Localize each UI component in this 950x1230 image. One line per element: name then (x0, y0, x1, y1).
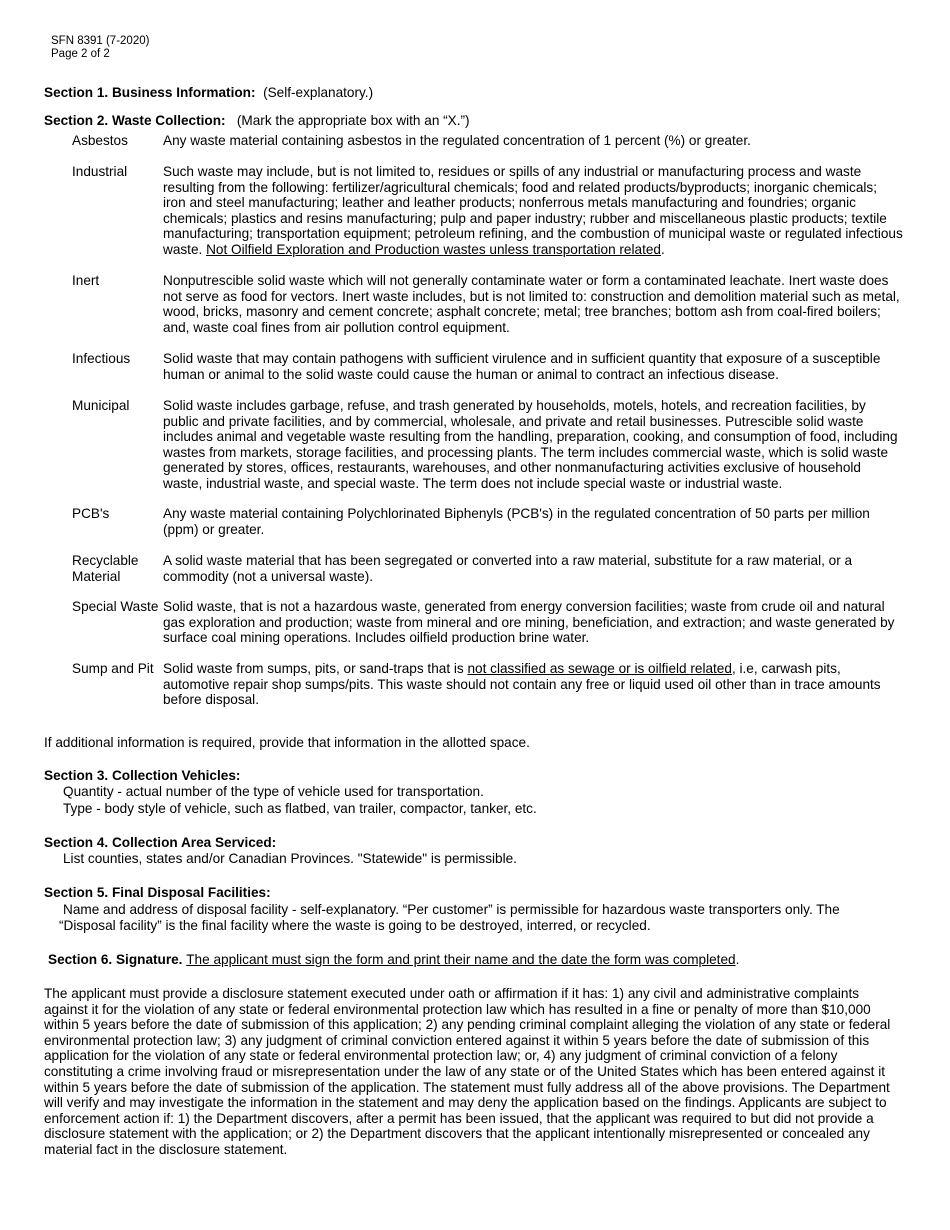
disclosure-statement: The applicant must provide a disclosure statement executed under oath or affirmation if it has: 1) any civil and administrative complaints against it for the violation of any state or federal environmental protection law which has resulted in a fine or penalty of more than $10,000 within 5 years before the date of submission of this application; 2) any pending criminal complaint alleging the violation of any state or federal environmental protection law; 3) any judgment of criminal conviction entered against it within 5 years before the date of submission of this application for the violation of any state or federal environmental protection law; or, 4) any judgment of criminal conviction of a felony constituting a crime involving fraud or misrepresentation under the law of any state or of the United States which has been entered against it within 5 years before the date of submission of the application. The statement must fully address all of the above provisions. The Department will verify and may investigate the information in the statement and may deny the application based on the findings. Applicants are subject to enforcement action if: 1) the Department discovers, after a permit has been issued, that the applicant was required to but did not provide a disclosure statement with the application; or 2) the Department discovers that the applicant intentionally misrepresented or concealed any material fact in the disclosure statement. (44, 986, 891, 1157)
section-5-title: Section 5. Final Disposal Facilities: (44, 885, 271, 900)
waste-definition: Such waste may include, but is not limited to, residues or spills of any industrial or manufacturing process and waste resulting from the following: fertilizer/agricultural chemicals; food and related products/byproducts; inorganic chemicals; iron and steel manufacturing; leather and leather products; nonferrous metals manufacturing and foundries; organic chemicals; plastics and resins manufacturing; pulp and paper industry; rubber and miscellaneous plastic products; textile manufacturing; transportation equipment; petroleum refining, and the combustion of municipal waste or regulated infectious waste. (163, 164, 903, 257)
section-4 (44, 835, 904, 851)
section-3-title: Section 3. Collection Vehicles: (44, 768, 241, 783)
waste-term: Infectious (72, 351, 131, 366)
waste-definition: Solid waste from sumps, pits, or sand-traps that is (163, 661, 468, 676)
waste-definition-end: , i.e, carwash pits, automotive repair shop sumps/pits. This waste should not contain any free or liquid used oil other than in trace amounts before disposal. (163, 661, 881, 708)
waste-definition-end: . (660, 241, 665, 257)
waste-definition-underlined: Not Oilfield Exploration and Production wastes unless transportation related (206, 241, 661, 257)
waste-term: Municipal (72, 398, 130, 413)
waste-definition: A solid waste material that has been segregated or converted into a raw material, substitute for a raw material, or a commodity (not a universal waste). (163, 553, 853, 584)
waste-term: Sump and Pit (72, 661, 154, 676)
form-header (51, 35, 149, 61)
section-3-line-type: Type - body style of vehicle, such as flatbed, van trailer, compactor, tanker, etc. (63, 801, 537, 816)
section-2 (44, 113, 904, 129)
waste-term: PCB's (72, 506, 110, 521)
section-5 (44, 885, 904, 901)
waste-definition: Solid waste, that is not a hazardous waste, generated from energy conversion facilities; waste from crude oil and natural gas exploration and production; waste from mineral and ore mining, beneficiation, and extraction; and waste generated by surface coal mining operations. Includes oilfield production brine water. (163, 599, 895, 646)
section-3-line-quantity: Quantity - actual number of the type of vehicle used for transportation. (63, 784, 484, 799)
waste-term: Recyclable Material (72, 553, 139, 584)
section-6-title: Section 6. Signature. (48, 952, 183, 967)
section-4-line: List counties, states and/or Canadian Provinces. "Statewide" is permissible. (63, 851, 517, 866)
waste-term: Industrial (72, 164, 128, 179)
waste-definition: Any waste material containing asbestos in the regulated concentration of 1 percent (%) or greater. (163, 133, 751, 148)
section-2-note: (Mark the appropriate box with an “X.”) (236, 113, 470, 128)
section-1-title: Section 1. Business Information: (44, 85, 256, 100)
waste-definition: Nonputrescible solid waste which will not generally contaminate water or form a contaminated leachate. Inert waste does not serve as food for vectors. Inert waste includes, but is not limited to: construction and demolition material such as metal, wood, bricks, masonry and cement concrete; asphalt concrete; metal; tree branches; bottom ash from coal-fired boilers; and, waste coal fines from air pollution control equipment. (163, 273, 900, 335)
waste-definition: Solid waste that may contain pathogens with sufficient virulence and in sufficient quantity that exposure of a susceptible human or animal to the solid waste could cause the human or animal to contract an infectious disease. (163, 351, 881, 382)
section-2-title: Section 2. Waste Collection: (44, 113, 226, 128)
section-3 (44, 768, 904, 784)
section-6-end: . (735, 952, 740, 967)
waste-term: Asbestos (72, 133, 128, 148)
waste-definition-underlined: not classified as sewage or is oilfield related (467, 661, 732, 676)
section-2-footer: If additional information is required, provide that information in the allotted space. (44, 735, 530, 750)
section-1-note: (Self-explanatory.) (263, 85, 374, 100)
waste-term: Inert (72, 273, 100, 288)
section-1 (44, 85, 904, 101)
section-6-instruction: The applicant must sign the form and print their name and the date the form was completed (186, 952, 736, 967)
waste-term: Special Waste (72, 599, 159, 614)
section-4-title: Section 4. Collection Area Serviced: (44, 835, 277, 850)
section-6 (48, 952, 908, 968)
section-5-line: Name and address of disposal facility - self-explanatory. “Per customer” is permissible for hazardous waste transporters only. The “Disposal facility” is the final facility where the waste is going to be destroyed, interred, or recycled. (59, 902, 840, 933)
page-number: Page 2 of 2 (51, 48, 110, 60)
form-id: SFN 8391 (7-2020) (51, 35, 150, 47)
waste-definition: Solid waste includes garbage, refuse, and trash generated by households, motels, hotels, and recreation facilities, by public and private facilities, and by commercial, wholesale, and private and retail businesses. Putrescible solid waste includes animal and vegetable waste resulting from the handling, preparation, cooking, and consumption of food, including wastes from markets, storage facilities, and processing plants. The term includes commercial waste, which is solid waste generated by stores, offices, restaurants, warehouses, and other nonmanufacturing activities exclusive of household waste, industrial waste, and special waste. The term does not include special waste or industrial waste. (163, 398, 898, 491)
waste-definition: Any waste material containing Polychlorinated Biphenyls (PCB's) in the regulated concentration of 50 parts per million (ppm) or greater. (163, 506, 870, 537)
